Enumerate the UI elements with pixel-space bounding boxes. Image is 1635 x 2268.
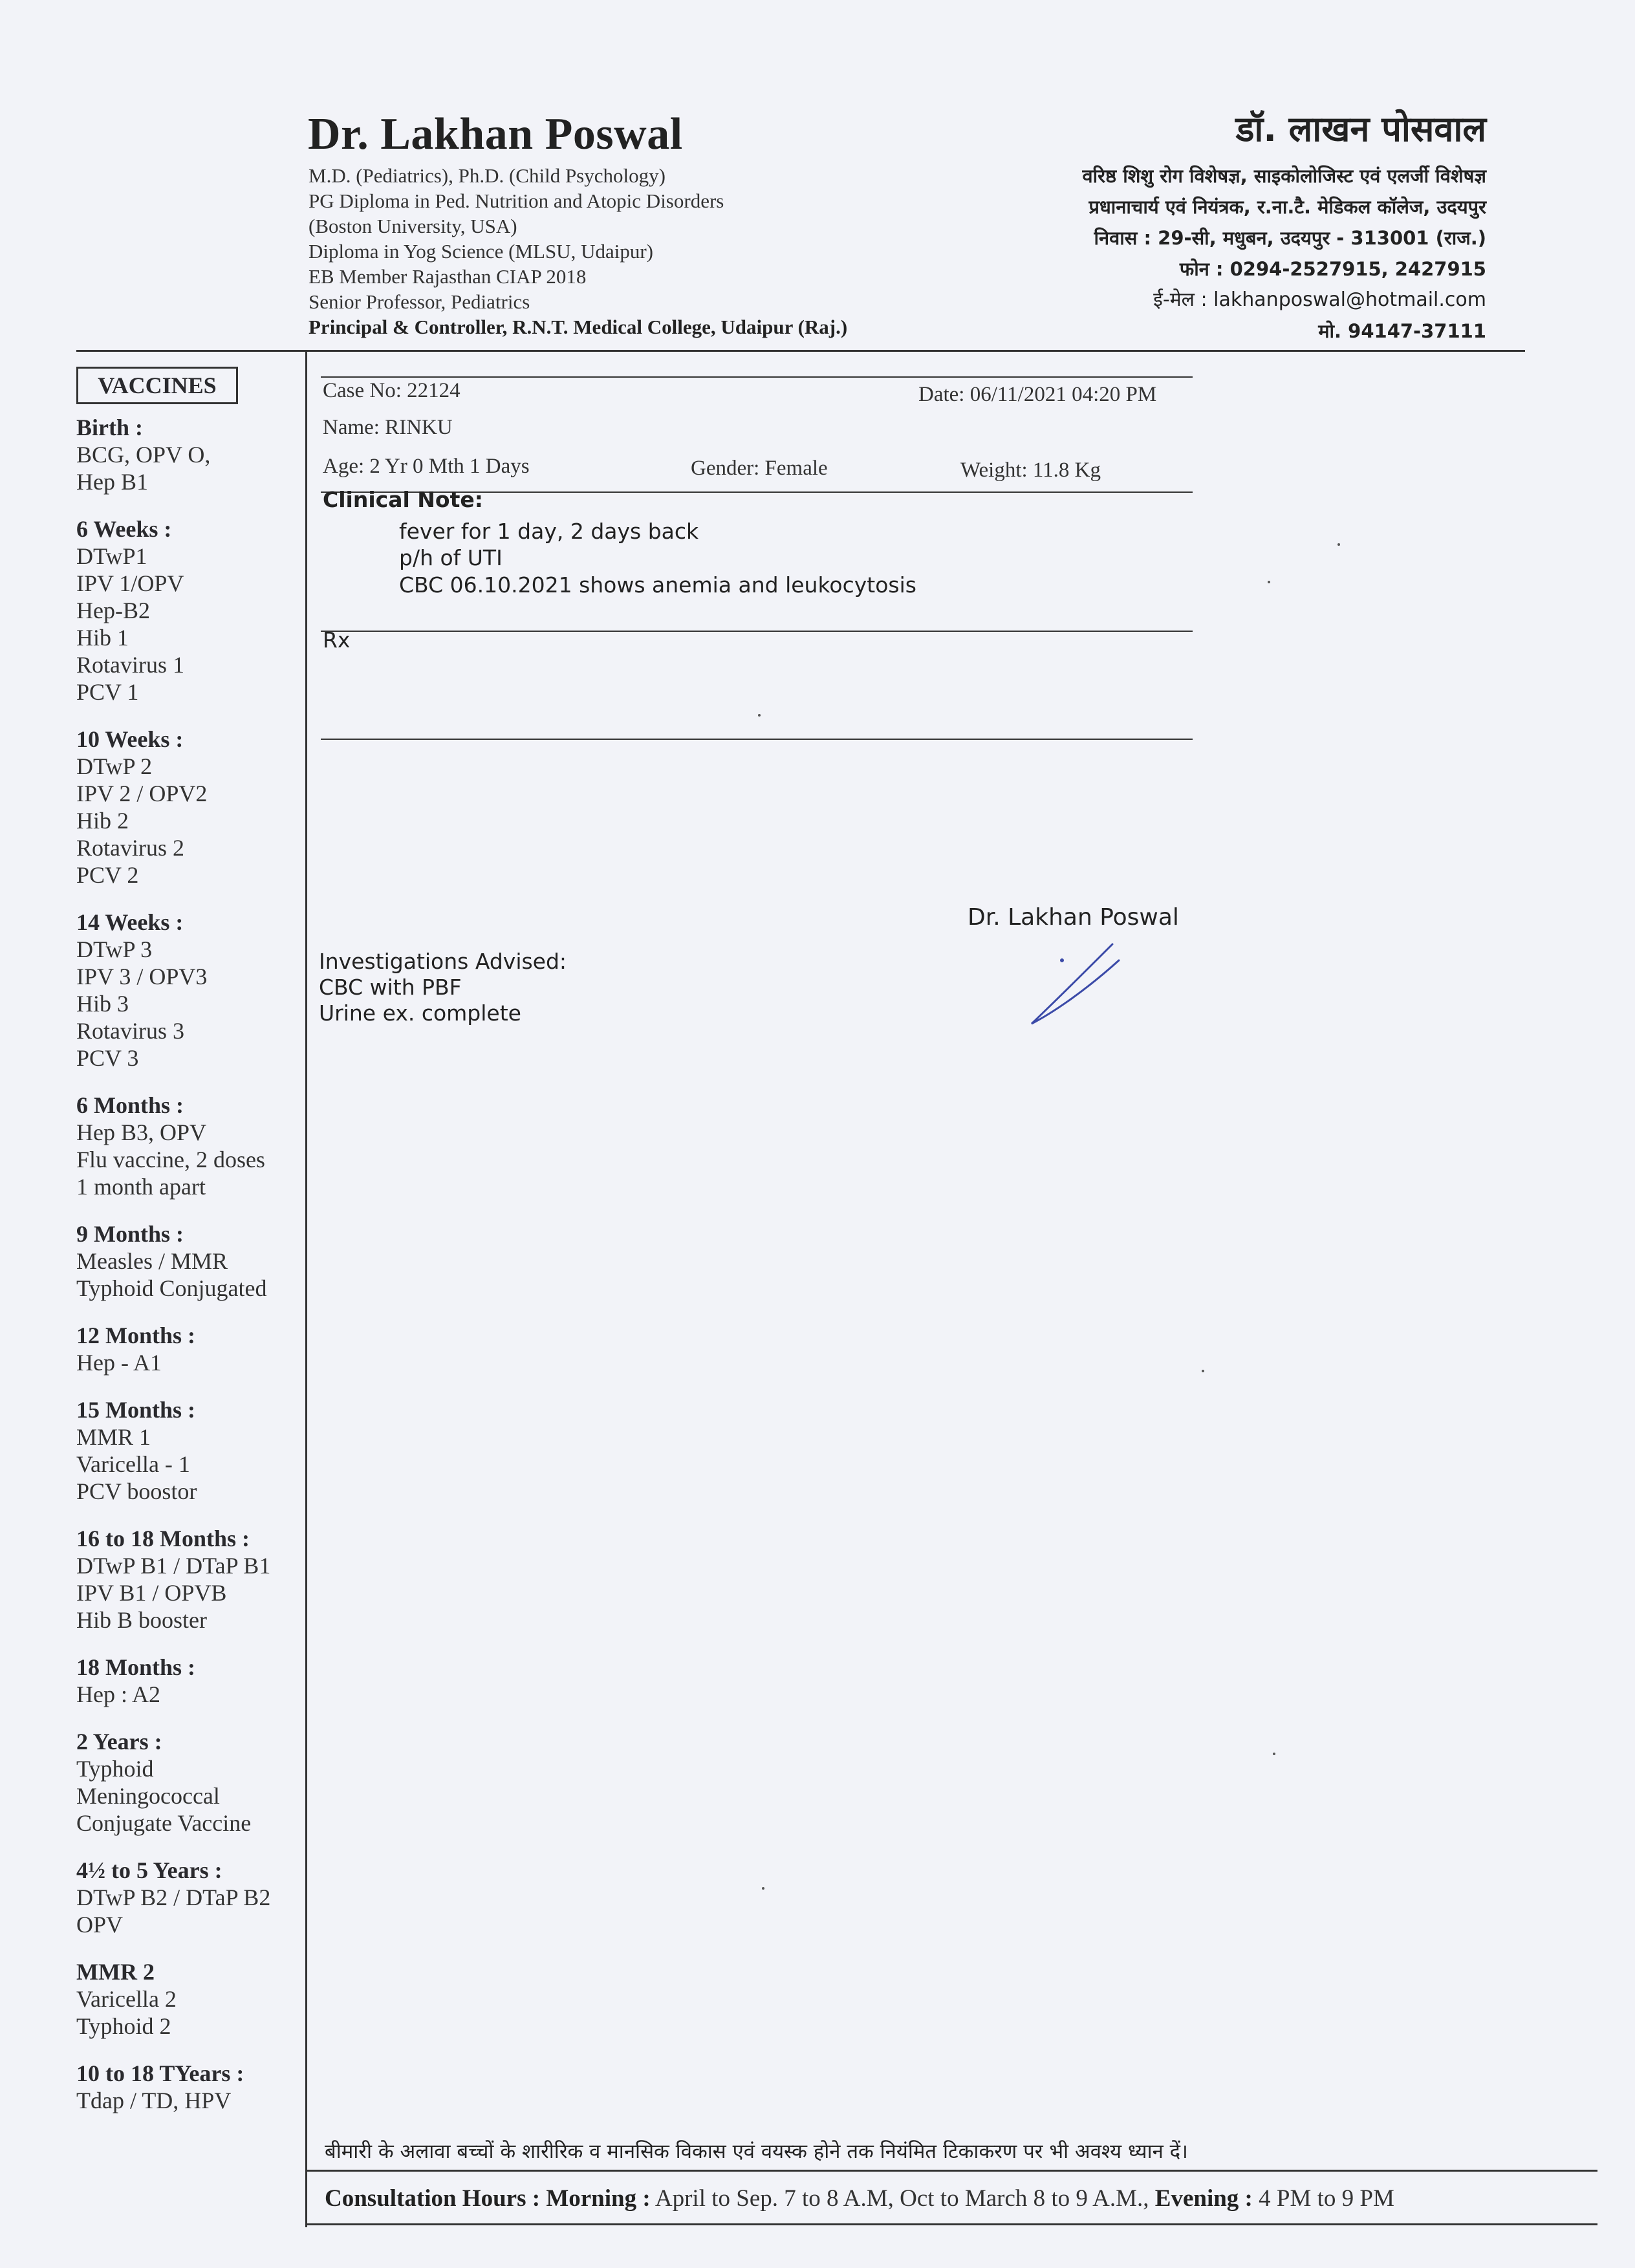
vaccine-group-head: 12 Months : [76,1323,196,1348]
rx-top-rule [321,631,1193,632]
vaccine-item: Varicella 2 [76,1986,177,2012]
clinical-note-label: Clinical Note: [323,487,483,512]
hindi-address: निवास : 29-सी, मधुबन, उदयपुर - 313001 (राज.) [1094,227,1486,249]
vaccine-item: PCV 1 [76,679,139,705]
hindi-doctor-name: डॉ. लाखन पोसवाल [1235,109,1486,149]
vaccine-group-head: 10 to 18 TYears : [76,2060,244,2086]
qualification-line: Diploma in Yog Science (MLSU, Udaipur) [309,240,653,263]
vaccine-item: DTwP1 [76,543,147,569]
consult-label: Consultation Hours : [325,2185,541,2212]
vaccine-item: Typhoid Conjugated [76,1275,267,1301]
vaccine-group-head: 18 Months : [76,1654,196,1680]
vaccine-item: Hib 1 [76,625,129,651]
vaccine-item: Tdap / TD, HPV [76,2088,232,2113]
morning-hours: April to Sep. 7 to 8 A.M, Oct to March 8 to 9 A.M., [655,2185,1149,2212]
vaccine-item: IPV 3 / OPV3 [76,964,208,989]
vaccine-item: Measles / MMR [76,1248,228,1274]
vaccine-item: Varicella - 1 [76,1451,190,1477]
visit-date: Date: 06/11/2021 04:20 PM [918,383,1157,406]
qualification-line: (Boston University, USA) [309,215,517,237]
vaccine-item: Hib 2 [76,808,129,834]
footer-top-rule [305,2170,1597,2172]
patient-name: Name: RINKU [323,416,453,439]
morning-label: Morning : [546,2185,651,2212]
scan-speck [758,714,761,717]
vaccine-group [76,726,304,889]
vaccine-item: Typhoid [76,1756,154,1782]
vaccine-item: IPV 2 / OPV2 [76,781,208,806]
vaccine-group-head: 10 Weeks : [76,726,184,752]
vaccine-group-head: 2 Years : [76,1729,162,1755]
doctor-qualifications [309,163,847,340]
vaccine-group [76,1857,304,1938]
vaccine-item: Rotavirus 1 [76,652,184,678]
vaccine-group-head: Birth : [76,415,143,440]
footer-hindi-note: बीमारी के अलावा बच्चों के शारीरिक व मानसिक विकास एवं वयस्क होने तक नियंमित टिकाकरण पर भी अवश्य ध्यान दें। [325,2140,1188,2163]
vaccine-group [76,909,304,1072]
vaccine-item: Hep B3, OPV [76,1119,207,1145]
vaccine-group [76,414,304,495]
hindi-phone: फोन : 0294-2527915, 2427915 [1179,258,1486,280]
vaccine-group [76,1525,304,1634]
qualification-line: M.D. (Pediatrics), Ph.D. (Child Psychology) [309,164,666,187]
vaccine-group [76,1092,304,1200]
scan-speck [762,1887,764,1890]
patient-top-rule [321,376,1193,378]
vaccine-item: Rotavirus 3 [76,1018,184,1044]
vaccine-group [76,515,304,706]
qualification-line: Principal & Controller, R.N.T. Medical College, Udaipur (Raj.) [309,316,848,338]
hindi-line: प्रधानाचार्य एवं नियंत्रक, र.ना.टै. मेडिकल कॉलेज, उदयपुर [1088,196,1486,218]
header-divider [76,350,1525,352]
hindi-line: वरिष्ठ शिशु रोग विशेषज्ञ, साइकोलोजिस्ट एवं एलर्जी विशेषज्ञ [1082,165,1486,187]
vaccine-group-head: 6 Months : [76,1092,184,1118]
vaccine-item: PCV boostor [76,1478,197,1504]
vaccine-group [76,1958,304,2040]
vaccine-group [76,1396,304,1505]
vaccine-group-head: 6 Weeks : [76,516,172,542]
vaccine-item: Hep B1 [76,469,148,495]
vaccine-group [76,1654,304,1708]
vaccine-group-head: MMR 2 [76,1959,155,1985]
vaccine-group [76,1220,304,1302]
vaccine-group-head: 16 to 18 Months : [76,1526,250,1551]
vaccine-schedule [76,414,304,2134]
vaccine-item: Hib 3 [76,991,129,1017]
investigation-item: CBC with PBF [319,975,462,1000]
evening-hours: 4 PM to 9 PM [1259,2185,1394,2212]
vaccine-item: DTwP B1 / DTaP B1 [76,1553,271,1579]
vaccine-item: Flu vaccine, 2 doses [76,1147,265,1172]
vaccine-item: 1 month apart [76,1174,206,1200]
clinical-note-line: CBC 06.10.2021 shows anemia and leukocytosis [399,572,916,598]
evening-label: Evening : [1154,2185,1253,2212]
consultation-hours [325,2185,1394,2212]
investigations-label: Investigations Advised: [319,949,567,974]
vaccine-group-head: 9 Months : [76,1221,184,1247]
vaccine-item: BCG, OPV O, [76,442,211,468]
patient-weight: Weight: 11.8 Kg [960,459,1101,482]
vaccine-item: DTwP 2 [76,753,153,779]
vaccine-item: DTwP 3 [76,936,153,962]
vaccine-item: Conjugate Vaccine [76,1810,252,1836]
scan-speck [1273,1753,1275,1755]
vaccine-item: Rotavirus 2 [76,835,184,861]
vaccine-item: Hep-B2 [76,598,150,623]
vaccine-item: PCV 3 [76,1045,139,1071]
signature-name: Dr. Lakhan Poswal [968,904,1179,931]
vaccine-item: PCV 2 [76,862,139,888]
vaccine-item: IPV 1/OPV [76,570,184,596]
vaccine-item: Hep : A2 [76,1681,160,1707]
scan-speck [1268,581,1270,583]
clinical-note-line: p/h of UTI [399,545,503,570]
vaccine-item: MMR 1 [76,1424,151,1450]
vaccine-item: Typhoid 2 [76,2013,171,2039]
rx-bottom-rule [321,739,1193,740]
vaccine-group [76,2060,304,2114]
hindi-email: ई-मेल : lakhanposwal@hotmail.com [1153,288,1486,311]
case-number: Case No: 22124 [323,379,460,402]
scan-speck [1337,543,1340,546]
sidebar-divider [305,350,307,2227]
patient-gender: Gender: Female [691,457,828,480]
rx-label: Rx [323,627,351,653]
vaccine-group [76,1728,304,1837]
vaccine-item: Meningococcal [76,1783,220,1809]
qualification-line: PG Diploma in Ped. Nutrition and Atopic Disorders [309,189,724,212]
clinical-note-line: fever for 1 day, 2 days back [399,519,699,544]
signature [1015,941,1138,1031]
vaccine-item: OPV [76,1912,124,1938]
footer-bottom-rule [305,2223,1597,2225]
vaccine-item: DTwP B2 / DTaP B2 [76,1885,271,1910]
vaccine-item: IPV B1 / OPVB [76,1580,227,1606]
vaccine-item: Hep - A1 [76,1350,162,1376]
qualification-line: EB Member Rajasthan CIAP 2018 [309,265,587,288]
vaccine-group [76,1322,304,1376]
hindi-mobile: मो. 94147-37111 [1318,320,1486,342]
vaccines-title: VACCINES [76,367,238,404]
qualification-line: Senior Professor, Pediatrics [309,290,530,313]
vaccine-group-head: 14 Weeks : [76,909,184,935]
doctor-name: Dr. Lakhan Poswal [308,109,683,159]
vaccine-group-head: 15 Months : [76,1397,196,1423]
vaccine-group-head: 4½ to 5 Years : [76,1857,222,1883]
scan-speck [1202,1370,1204,1372]
investigation-item: Urine ex. complete [319,1000,521,1026]
patient-age: Age: 2 Yr 0 Mth 1 Days [323,455,530,478]
hindi-header [1083,103,1486,347]
vaccine-item: Hib B booster [76,1607,207,1633]
